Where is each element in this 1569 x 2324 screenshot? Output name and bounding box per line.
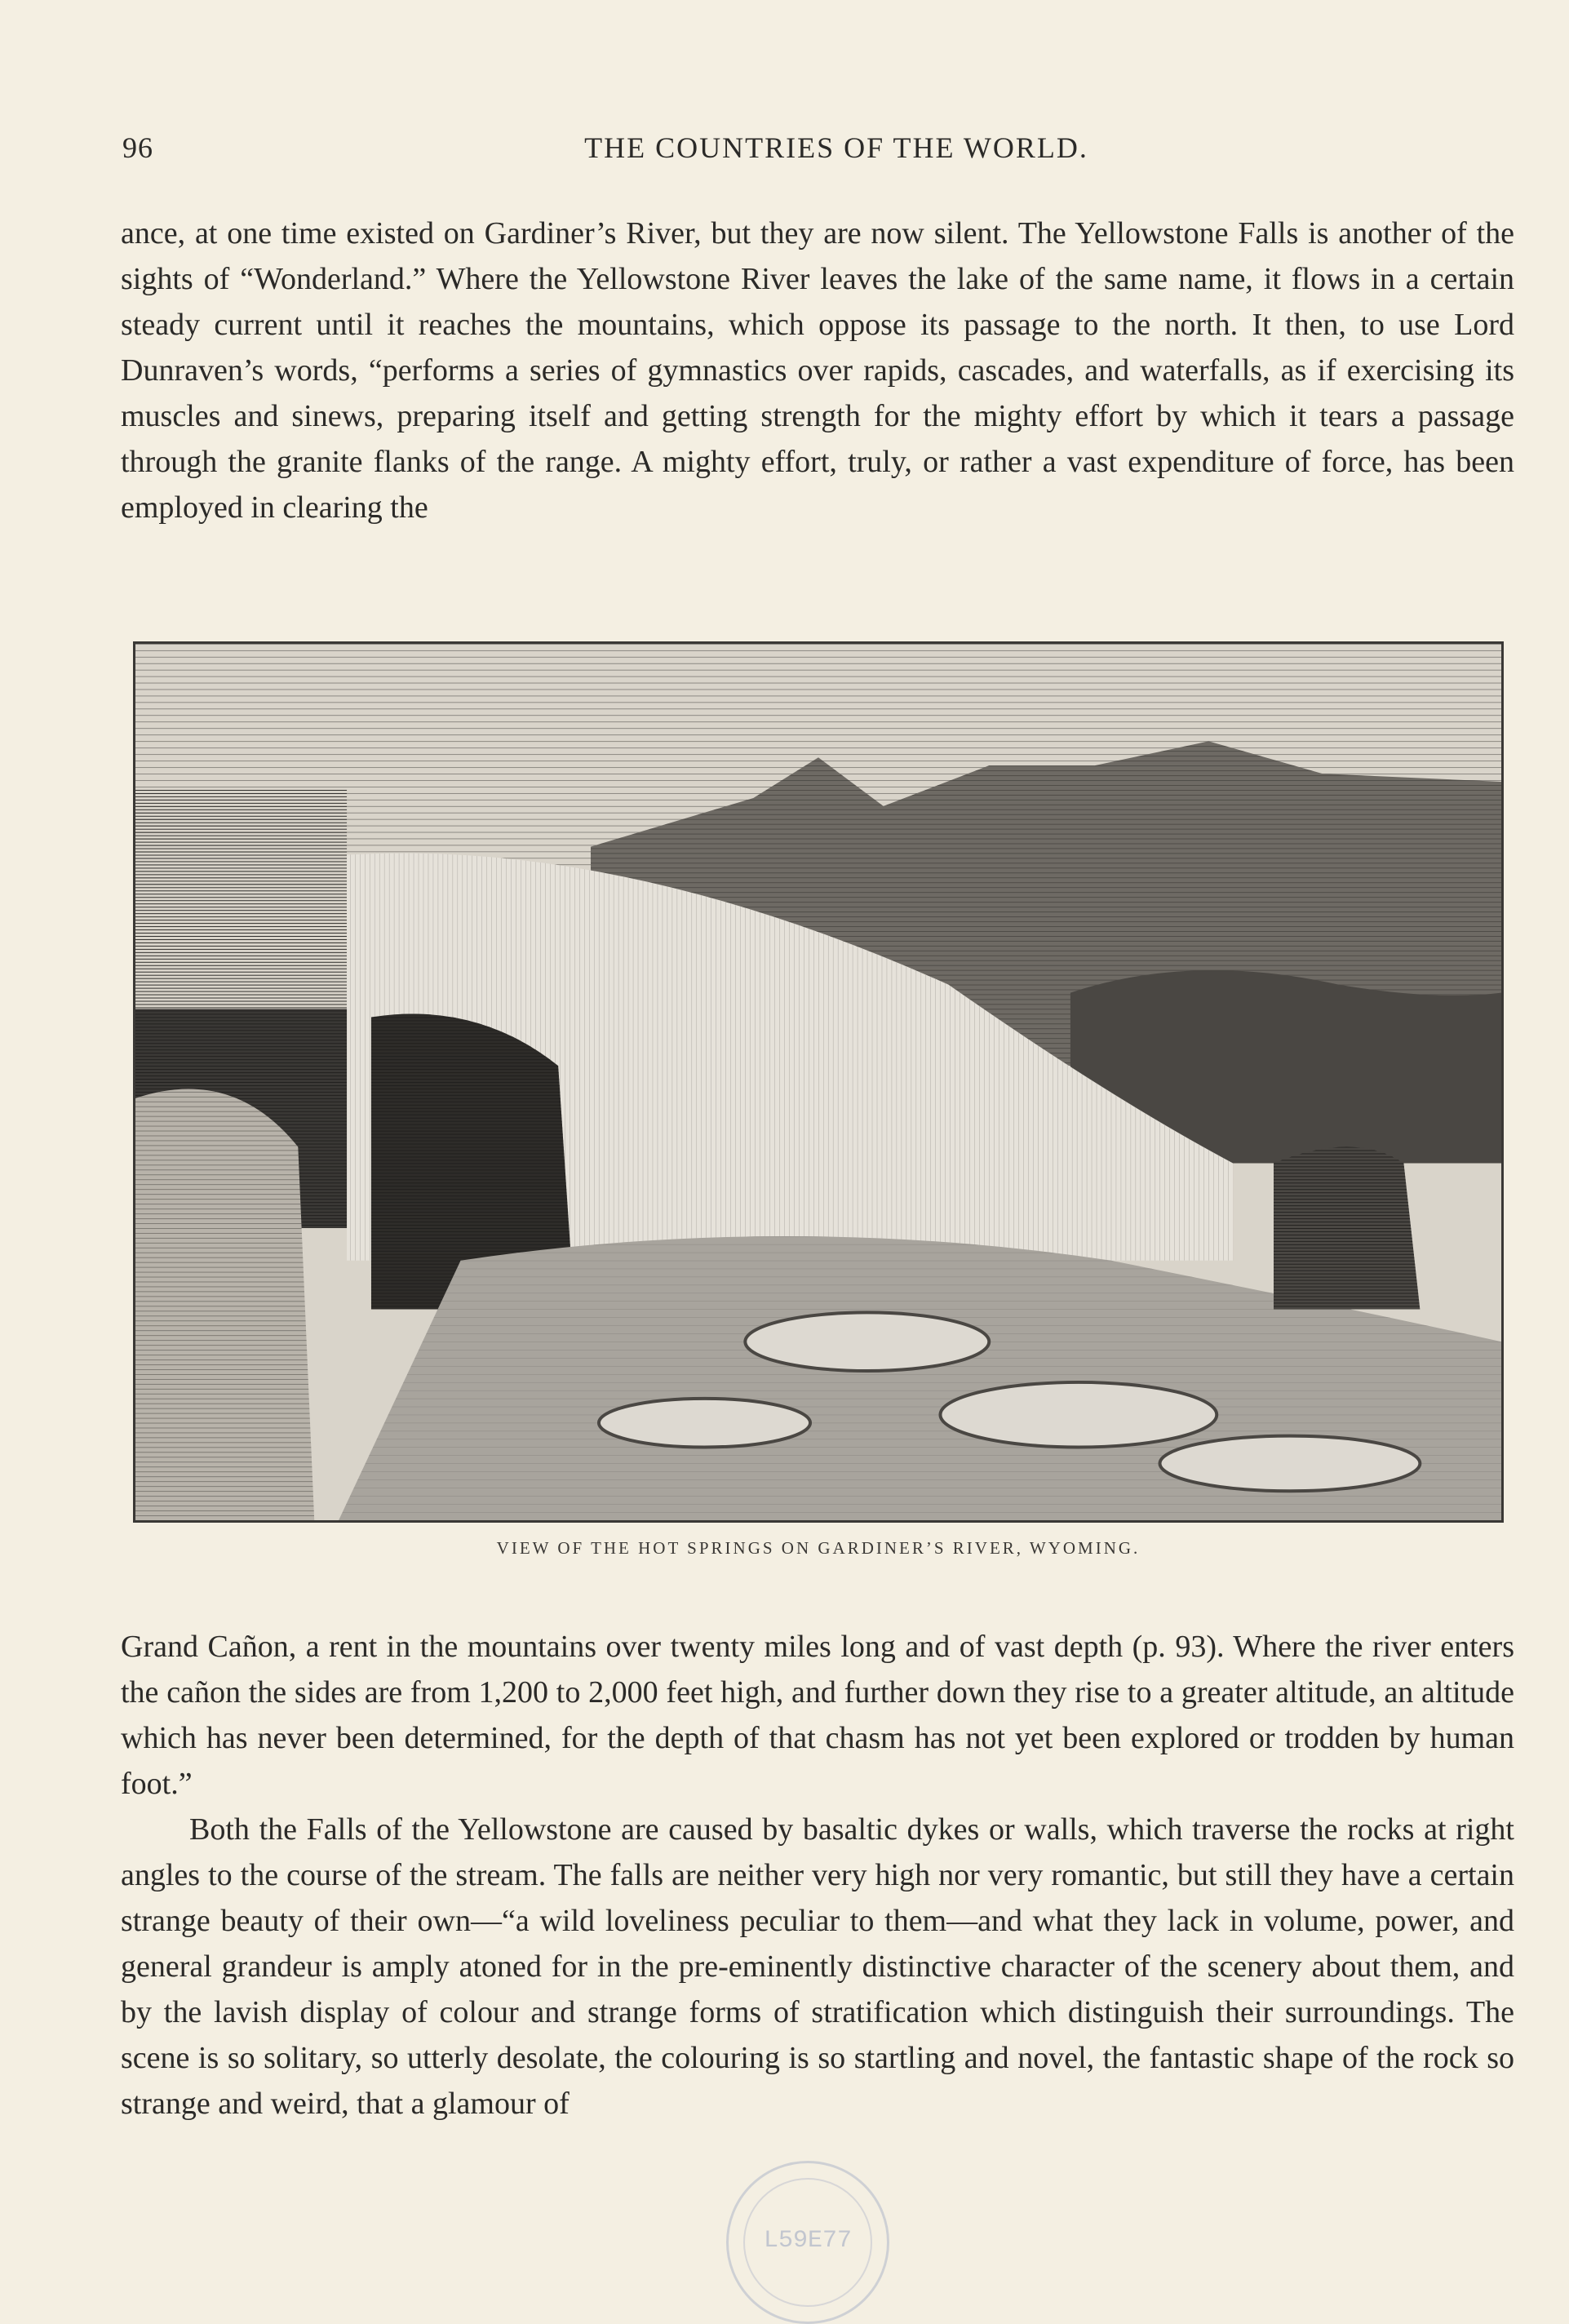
paragraph-grand-canon: Grand Cañon, a rent in the mountains over twenty miles long and of vast depth (p. 93). Where the river enters the cañon the sides are from 1,200 to 2,000 feet high, and further down they rise to a greater altitude, an altitude which has never been determined, for the depth of that chasm has not yet been explored or trodden by human foot.” bbox=[121, 1630, 1514, 1801]
paragraph-falls: Both the Falls of the Yellowstone are caused by basaltic dykes or walls, which traverse the rocks at right angles to the course of the stream. The falls are neither very high nor very romantic, but still they have a certain strange beauty of their own—“a wild loveliness peculiar to them—and what they lack in volume, power, and general grandeur is amply atoned for in the pre-eminently distinctive character of the scenery about them, and by the lavish display of colour and strange forms of stratification which distinguish their surroundings. The scene is so solitary, so utterly desolate, the colouring is so startling and novel, the fantastic shape of the rock so strange and weird, that a glamour of bbox=[121, 1812, 1514, 2121]
library-stamp bbox=[726, 2161, 889, 2324]
top-text-block bbox=[121, 211, 1514, 530]
hot-springs-engraving bbox=[135, 644, 1501, 1520]
running-title: THE COUNTRIES OF THE WORLD. bbox=[584, 131, 1088, 164]
page-number: 96 bbox=[122, 131, 153, 164]
figure-caption: VIEW OF THE HOT SPRINGS ON GARDINER’S RIVER, WYOMING. bbox=[496, 1538, 1141, 1558]
left-cliff-upper bbox=[135, 790, 347, 1017]
stamp-text: L59E77 bbox=[763, 2227, 853, 2255]
running-head bbox=[122, 131, 1501, 180]
bottom-text-block bbox=[121, 1624, 1514, 2127]
engraving-figure bbox=[133, 641, 1504, 1523]
top-paragraph: ance, at one time existed on Gardiner’s River, but they are now silent. The Yellowstone Falls is another of the sights of “Wonderland.” Where the Yellowstone River leaves the lake of the same name, it flows in a certain steady current until it reaches the mountains, which oppose its passage to the north. It then, to use Lord Dunraven’s words, “performs a series of gymnastics over rapids, cascades, and waterfalls, as if exercising its muscles and sinews, preparing itself and getting strength for the mighty effort by which it tears a passage through the granite flanks of the range. A mighty effort, truly, or rather a vast expenditure of force, has been employed in clearing the bbox=[121, 216, 1514, 525]
